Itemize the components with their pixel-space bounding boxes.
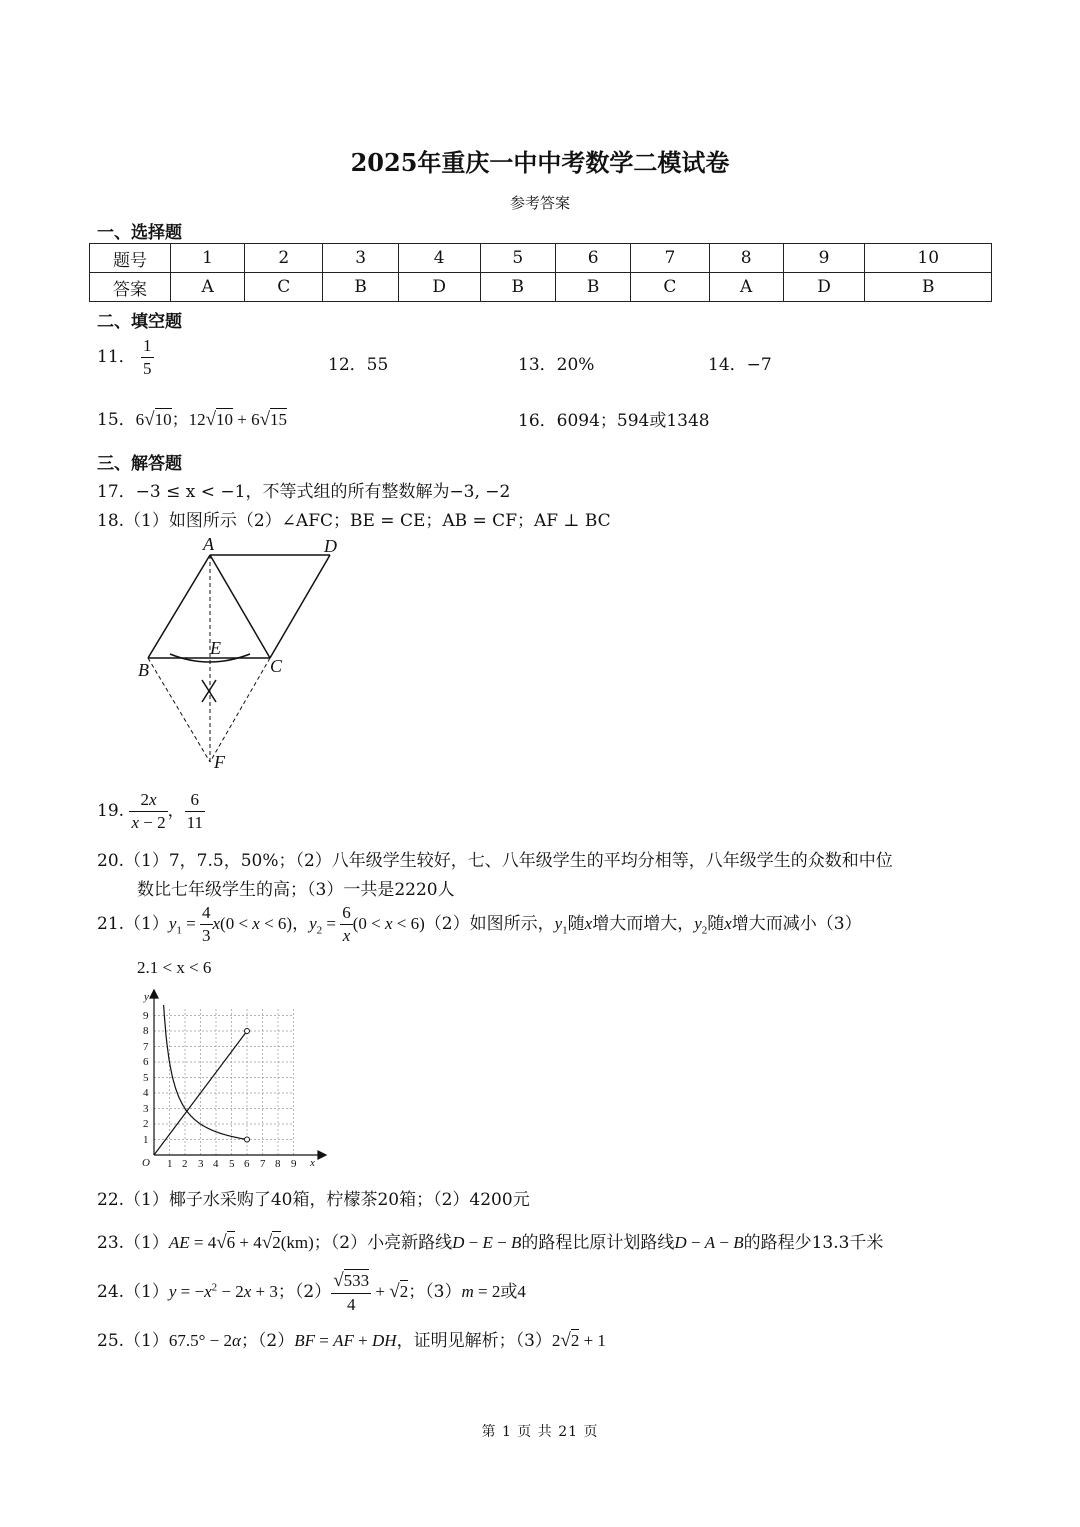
grid xyxy=(154,1008,294,1155)
figure-18-rhombus xyxy=(130,530,360,780)
x-tick: 8 xyxy=(275,1158,281,1170)
label-c: C xyxy=(270,656,283,676)
x-tick: 6 xyxy=(244,1158,250,1170)
table-cell: B xyxy=(480,273,555,302)
table-cell: B xyxy=(865,273,992,302)
x-tick: 1 xyxy=(167,1158,173,1170)
curve-y2 xyxy=(164,1005,247,1139)
y-tick: 3 xyxy=(143,1103,149,1115)
figure-21-graph xyxy=(130,988,330,1173)
table-cell: 答案 xyxy=(90,273,171,302)
fraction-19b: $\frac{6}{11}$ xyxy=(186,790,203,832)
table-cell: 3 xyxy=(323,244,398,273)
segment-ab xyxy=(148,555,210,658)
y-axis-arrow xyxy=(150,990,158,998)
x-tick: 4 xyxy=(213,1158,219,1170)
y-tick: 8 xyxy=(143,1025,149,1037)
y-tick: 1 xyxy=(143,1134,149,1146)
y-tick: 9 xyxy=(143,1010,149,1022)
answer-14: 14．−7 xyxy=(708,355,772,375)
answer-25: 25.（1）67.5° − 2α；（2）BF = AF + DH，证明见解析；（3）2√2 + 1 xyxy=(97,1330,606,1351)
answer-12: 12．55 xyxy=(328,355,389,375)
y-tick: 5 xyxy=(143,1072,149,1084)
page-subtitle: 参考答案 xyxy=(509,194,570,212)
table-cell: A xyxy=(709,273,783,302)
segment-dc xyxy=(270,555,330,658)
table-cell: D xyxy=(398,273,480,302)
x-tick: 3 xyxy=(198,1158,204,1170)
label-b: B xyxy=(138,660,149,680)
label-f: F xyxy=(214,752,225,772)
table-cell: 6 xyxy=(555,244,630,273)
table-cell: D xyxy=(783,273,865,302)
answer-21-line2: 2.1 < x < 6 xyxy=(137,958,212,977)
answer-table xyxy=(89,243,992,302)
answer-13: 13．20% xyxy=(518,355,595,375)
table-cell: B xyxy=(323,273,398,302)
endpoint-y1 xyxy=(245,1029,250,1034)
table-cell: A xyxy=(171,273,245,302)
y-tick: 6 xyxy=(143,1056,149,1068)
x-tick: 5 xyxy=(229,1158,235,1170)
section-choice-title: 一、选择题 xyxy=(97,223,182,243)
x-tick: 2 xyxy=(182,1158,188,1170)
table-cell: 2 xyxy=(245,244,323,273)
x-tick: 9 xyxy=(291,1158,297,1170)
section-fill-title: 二、填空题 xyxy=(97,312,182,332)
table-cell: 1 xyxy=(171,244,245,273)
label-a: A xyxy=(203,534,214,554)
answer-21-line1: $21.(1)y_1$ = $\frac{4}{3}$ x(0 < x < 6)，$y_2$ = $\frac{6}{x}$ (0 < x < 6)（2）如图所示，$y_1$随x增大而增大，$y_2$随x增大而减小（3） xyxy=(97,903,862,945)
x-axis-arrow xyxy=(318,1151,326,1159)
answer-18: 18.（1）如图所示（2）∠AFC；BE = CE；AB = CF；AF ⊥ BC xyxy=(97,511,611,531)
page-footer: 第 1 页 共 21 页 xyxy=(481,1424,599,1440)
y-tick: 4 xyxy=(143,1087,149,1099)
table-row xyxy=(90,273,992,302)
table-cell: 题号 xyxy=(90,244,171,273)
section-solve-title: 三、解答题 xyxy=(97,454,182,474)
y-axis-label: y xyxy=(144,991,149,1003)
fraction-11: $\frac{1}{5}$ xyxy=(143,336,152,378)
y-tick: 7 xyxy=(143,1041,149,1053)
segment-bf xyxy=(148,658,210,762)
label-d: D xyxy=(324,536,337,556)
table-row xyxy=(90,244,992,273)
table-cell: 7 xyxy=(631,244,709,273)
origin-label: O xyxy=(142,1157,150,1169)
table-cell: 10 xyxy=(865,244,992,273)
table-cell: 9 xyxy=(783,244,865,273)
answer-20-line2: 数比七年级学生的高；（3）一共是2220人 xyxy=(137,880,455,900)
answer-15: 15．6√10；12√10 + 6√15 xyxy=(97,409,288,430)
answer-24: $24.(1)y = -x^2 - 2x + 3$；（2） $\frac{√533}{4}$ + √2；（3）m = 2或4 xyxy=(97,1270,526,1314)
x-axis-label: x xyxy=(310,1157,315,1169)
answer-19: 19. $\frac{2x}{x - 2}$ ， $\frac{6}{11}$ xyxy=(97,790,203,832)
x-tick: 7 xyxy=(260,1158,266,1170)
label-e: E xyxy=(210,638,221,658)
answer-22: 22.（1）椰子水采购了40箱，柠檬茶20箱；（2）4200元 xyxy=(97,1190,530,1210)
answer-17: 17．−3 ≤ x < −1，不等式组的所有整数解为−3, −2 xyxy=(97,482,511,502)
segment-cf xyxy=(210,658,270,762)
endpoint-y2 xyxy=(245,1137,250,1142)
answer-23: 23.（1）AE = 4√6 + 4√2(km)；（2）小亮新路线D − E − B的路程比原计划路线D − A − B的路程少13.3千米 xyxy=(97,1232,884,1253)
table-cell: C xyxy=(631,273,709,302)
answer-20-line1: 20.（1）7，7.5，50%；（2）八年级学生较好，七、八年级学生的平均分相等，八年级学生的众数和中位 xyxy=(97,851,893,871)
y-tick: 2 xyxy=(143,1118,149,1130)
table-cell: 5 xyxy=(480,244,555,273)
fraction-19a: $\frac{2x}{x - 2}$ xyxy=(131,790,166,832)
answer-16: 16．6094；594或1348 xyxy=(518,411,710,431)
page-title: 2025年重庆一中中考数学二模试卷 xyxy=(350,148,730,177)
table-cell: 8 xyxy=(709,244,783,273)
table-cell: 4 xyxy=(398,244,480,273)
answer-11: 11． $\frac{1}{5}$ xyxy=(97,336,152,378)
table-cell: B xyxy=(555,273,630,302)
table-cell: C xyxy=(245,273,323,302)
